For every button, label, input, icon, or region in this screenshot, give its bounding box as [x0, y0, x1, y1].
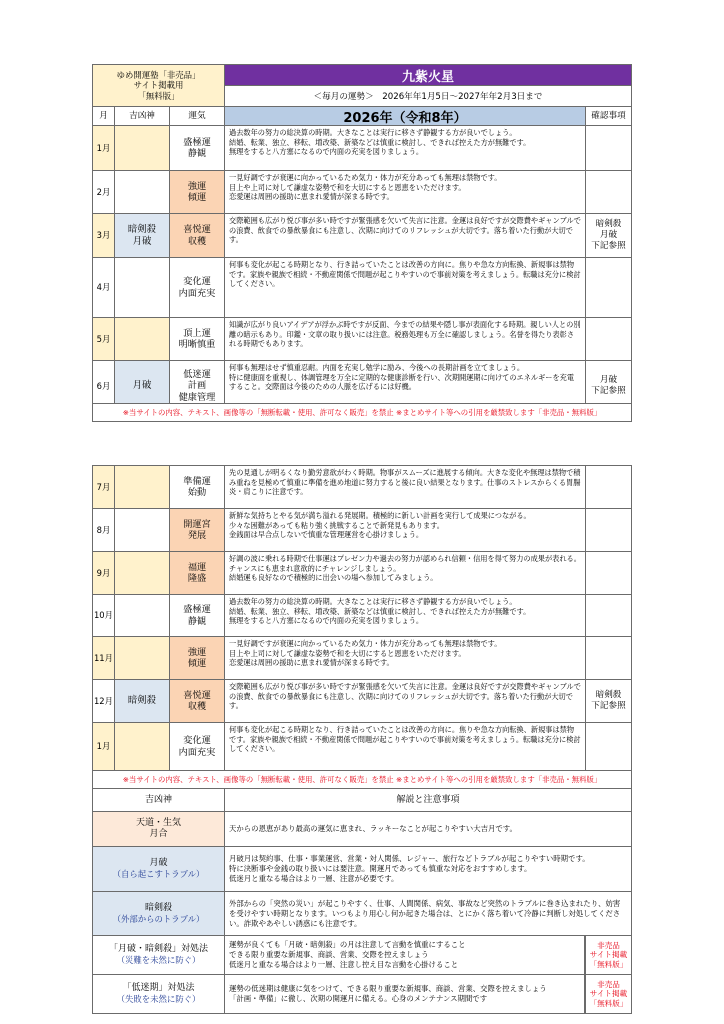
unki-cell: 低迷運 計画 健康管理: [169, 360, 225, 412]
kichikyo-cell: [114, 317, 170, 361]
confirm-cell: [585, 551, 632, 595]
kichikyo-cell: [114, 594, 170, 637]
confirm-cell: [585, 465, 632, 509]
month-description: 何事も無理はせず慎重忍耐。内面を充実し勉学に励み、今後への長期計画を立てましょう。 特に健康面を重視し、体調管理を万全に定期的な健康診断を行い、次期開運期に向けてのエネルギーを充電すること。交際面は今後のための人脈を広げるには好機。: [224, 360, 586, 412]
legend-name: [92, 974, 225, 1014]
month-description: 何事も変化が起こる時期となり、行き詰っていたことは改善の方向に。焦りや急な方向転換、新規事は禁物です。家族や親族で相続・不動産関係で問題が起こりやすいので事前対策を考えましょう。転職は充分に検討してください。: [224, 257, 586, 318]
kichikyo-cell: 暗剣殺: [114, 679, 170, 723]
kichikyo-cell: [114, 170, 170, 214]
legend-name-text: 「低迷期」対処法: [122, 983, 195, 993]
legend-header-kichikyo: 吉凶神: [92, 788, 225, 812]
kichikyo-cell: [114, 257, 170, 318]
unki-cell: 盛極運 静観: [169, 594, 225, 637]
month-label: 2月: [92, 170, 115, 214]
notice-bottom: ※当サイトの内容、テキスト、画像等の「無断転載・使用、許可なく販売」を禁止 ※まとめサイト等への引用を厳禁致します「非売品・無料版」: [92, 770, 632, 789]
month-label: 7月: [92, 465, 115, 509]
month-description: 知識が広がり良いアイデアが浮かぶ時ですが反面、今までの結果や隠し事が表面化する時期。親しい人との別離の暗示もあり。印鑑・文章の取り扱いには注意。税務処理も万全に確認しましょう。名誉を得たり表彰される時期でもあります。: [224, 317, 586, 361]
legend-name-sub: （災難を未然に防ぐ）: [116, 955, 201, 965]
kichikyo-cell: 暗剣殺 月破: [114, 213, 170, 258]
month-label: 11月: [92, 636, 115, 680]
unki-cell: 準備運 始動: [169, 465, 225, 509]
legend-name: [92, 891, 225, 936]
month-label: 12月: [92, 679, 115, 723]
confirm-cell: 暗剣殺 月破 下記参照: [585, 213, 632, 258]
legend-description: 天からの恩恵があり最高の運気に恵まれ、ラッキーなことが起こりやすい大吉月です。: [224, 811, 632, 847]
month-description: 過去数年の努力の総決算の時期。大きなことは実行に移さず静観する方が良いでしょう。 結婚、転業、独立、移転、増改築、新築などは慎重に検討し、できれば控えた方が無難です。 無理をすると八方塞になるので内面の充実を図りましょう。: [224, 594, 586, 637]
col-unki: 運気: [169, 106, 225, 126]
unki-cell: 喜悦運 収穫: [169, 213, 225, 258]
legend-name: [92, 811, 225, 847]
month-description: 好調の波に乗れる時期で仕事運はプレゼン力や過去の努力が認められ信頼・信用を得て努力の成果が表れる。チャンスにも恵まれ意欲的にチャレンジしましょう。 結婚運も良好なので積極的に出会いの場へ参加してみましょう。: [224, 551, 586, 595]
month-label: 10月: [92, 594, 115, 637]
kichikyo-cell: [114, 125, 170, 171]
month-description: 一見好調ですが衰運に向かっているため気力・体力が充分あっても無理は禁物です。 目上や上司に対して謙虚な姿勢で和を大切にすると恩恵をいただけます。 恋愛運は周囲の援助に恵まれ愛情が深まる時です。: [224, 636, 586, 680]
month-description: 交際範囲も広がり悦び事が多い時ですが緊張感を欠いて失言に注意。金運は良好ですが交際費やギャンブルでの浪費、飲食での暴飲暴食にも注意し、次期に向けてのリフレッシュが大切です。落ち着いた行動が大切です。: [224, 679, 586, 723]
month-label: 6月: [92, 360, 115, 412]
month-description: 先の見通しが明るくなり勤労意欲がわく時期。物事がスムーズに進展する傾向。大きな変化や無理は禁物で積み重ねを見極めて慎重に準備を進め地道に努力すると後に良い結果となります。仕事のストレスからくる胃腸炎・肩こりに注意です。: [224, 465, 586, 509]
kichikyo-cell: [114, 465, 170, 509]
month-label: 5月: [92, 317, 115, 361]
legend-name-text: 「月破・暗剣殺」対処法: [108, 944, 208, 954]
star-title: 九紫火星: [224, 64, 632, 86]
kichikyo-cell: 月破: [114, 360, 170, 412]
unki-cell: 福運 隆盛: [169, 551, 225, 595]
notice-top: ※当サイトの内容、テキスト、画像等の「無断転載・使用、許可なく販売」を禁止 ※まとめサイト等への引用を厳禁致します「非売品・無料版」: [92, 403, 632, 422]
col-confirm: 確認事項: [585, 106, 632, 126]
legend-description: 月破月は契約事、仕事・事業運営、営業・対人関係、レジャー、旅行などトラブルが起こりやすい時期です。 特に決断事や金銭の取り扱いには要注意。開運月であっても慎重な対応をおすすめします。 低迷月と重なる場合はより一層、注意が必要です。: [224, 846, 632, 892]
unki-cell: 強運 傾運: [169, 636, 225, 680]
legend-side-note: 非売品 サイト掲載 「無料版」: [585, 974, 632, 1014]
month-label: 3月: [92, 213, 115, 258]
col-month: 月: [92, 106, 115, 126]
unki-cell: 開運宮 発展: [169, 508, 225, 552]
legend-side-note: 非売品 サイト掲載 「無料版」: [585, 935, 632, 975]
month-description: 一見好調ですが衰運に向かっているため気力・体力が充分あっても無理は禁物です。 目上や上司に対して謙虚な姿勢で和を大切にすると恩恵をいただけます。 恋愛運は周囲の援助に恵まれ愛情が深まる時です。: [224, 170, 586, 214]
unki-cell: 変化運 内面充実: [169, 257, 225, 318]
year-title: 2026年（令和8年）: [224, 106, 586, 126]
legend-name: [92, 935, 225, 975]
month-label: 1月: [92, 722, 115, 771]
legend-description: 運勢の低迷期は健康に気をつけて、できる限り重要な新規事、商談、営業、交際を控えましょう 「計画・準備」に徹し、次期の開運月に備える。心身のメンテナンス期間です: [224, 974, 585, 1014]
confirm-cell: [585, 170, 632, 214]
unki-cell: 強運 傾運: [169, 170, 225, 214]
kichikyo-cell: [114, 636, 170, 680]
month-description: 交際範囲も広がり悦び事が多い時ですが緊張感を欠いて失言に注意。金運は良好ですが交際費やギャンブルでの浪費、飲食での暴飲暴食にも注意し、次期に向けてのリフレッシュが大切です。落ち着いた行動が大切です。: [224, 213, 586, 258]
kichikyo-cell: [114, 551, 170, 595]
period-text: ＜毎月の運勢＞ 2026年年1月5日～2027年年2月3日まで: [224, 85, 632, 107]
kichikyo-cell: [114, 508, 170, 552]
unki-cell: 盛極運 静観: [169, 125, 225, 171]
legend-name-text: 月破: [149, 858, 168, 868]
legend-name-sub: （失敗を未然に防ぐ）: [116, 994, 201, 1004]
confirm-cell: [585, 317, 632, 361]
legend-name: [92, 846, 225, 892]
unki-cell: 頂上運 明晰慎重: [169, 317, 225, 361]
legend-name-sub: （外部からのトラブル）: [112, 913, 205, 924]
legend-description: 外部からの「突然の災い」が起こりやすく、仕事、人間関係、病気、事故など突然のトラブルに巻き込まれたり、妨害を受けやすい時期となります。いつもより用心し何か起きた場合は、とにかく落ち着いて冷静に判断し対処してください。詐欺やあやしい誘惑にも注意です。: [224, 891, 632, 936]
fortune-sheet: [92, 64, 632, 1008]
unki-cell: 喜悦運 収穫: [169, 679, 225, 723]
confirm-cell: [585, 636, 632, 680]
month-label: 1月: [92, 125, 115, 171]
month-label: 4月: [92, 257, 115, 318]
month-description: 何事も変化が起こる時期となり、行き詰っていたことは改善の方向に。焦りや急な方向転換、新規事は禁物です。家族や親族で相続・不動産関係で問題が起こりやすいので事前対策を考えましょう。転職は充分に検討してください。: [224, 722, 586, 771]
confirm-cell: [585, 125, 632, 171]
confirm-cell: 月破 下記参照: [585, 360, 632, 412]
month-label: 9月: [92, 551, 115, 595]
confirm-cell: [585, 594, 632, 637]
site-note: ゆめ開運塾「非売品」 サイト掲載用 「無料版」: [92, 64, 225, 107]
legend-name-text: 暗剣殺: [144, 902, 172, 913]
legend-description: 運勢が良くても「月破・暗剣殺」の月は注意して言動を慎重にすること できる限り重要な新規事、商談、営業、交際を控えましょう 低迷月と重なる場合はより一層、注意し控え目な言動を心掛けること: [224, 935, 585, 975]
month-description: 新鮮な気持ちとやる気が満ち溢れる発展期。積極的に新しい計画を実行して成果につながる。 少々な困難があっても粘り強く挑戦することで新発見もあります。 金銭面は早合点しないで慎重な管理運営を心掛けましょう。: [224, 508, 586, 552]
month-label: 8月: [92, 508, 115, 552]
unki-cell: 変化運 内面充実: [169, 722, 225, 771]
confirm-cell: [585, 508, 632, 552]
confirm-cell: [585, 257, 632, 318]
legend-name-text: 天道・生気 月合: [135, 818, 181, 839]
month-description: 過去数年の努力の総決算の時期。大きなことは実行に移さず静観する方が良いでしょう。 結婚、転業、独立、移転、増改築、新築などは慎重に検討し、できれば控えた方が無難です。 無理をすると八方塞になるので内面の充実を図りましょう。: [224, 125, 586, 171]
confirm-cell: 暗剣殺 下記参照: [585, 679, 632, 723]
legend-header-desc: 解説と注意事項: [224, 788, 632, 812]
confirm-cell: [585, 722, 632, 771]
kichikyo-cell: [114, 722, 170, 771]
legend-name-sub: （自ら起こすトラブル）: [112, 869, 205, 879]
col-kichikyo: 吉凶神: [114, 106, 170, 126]
